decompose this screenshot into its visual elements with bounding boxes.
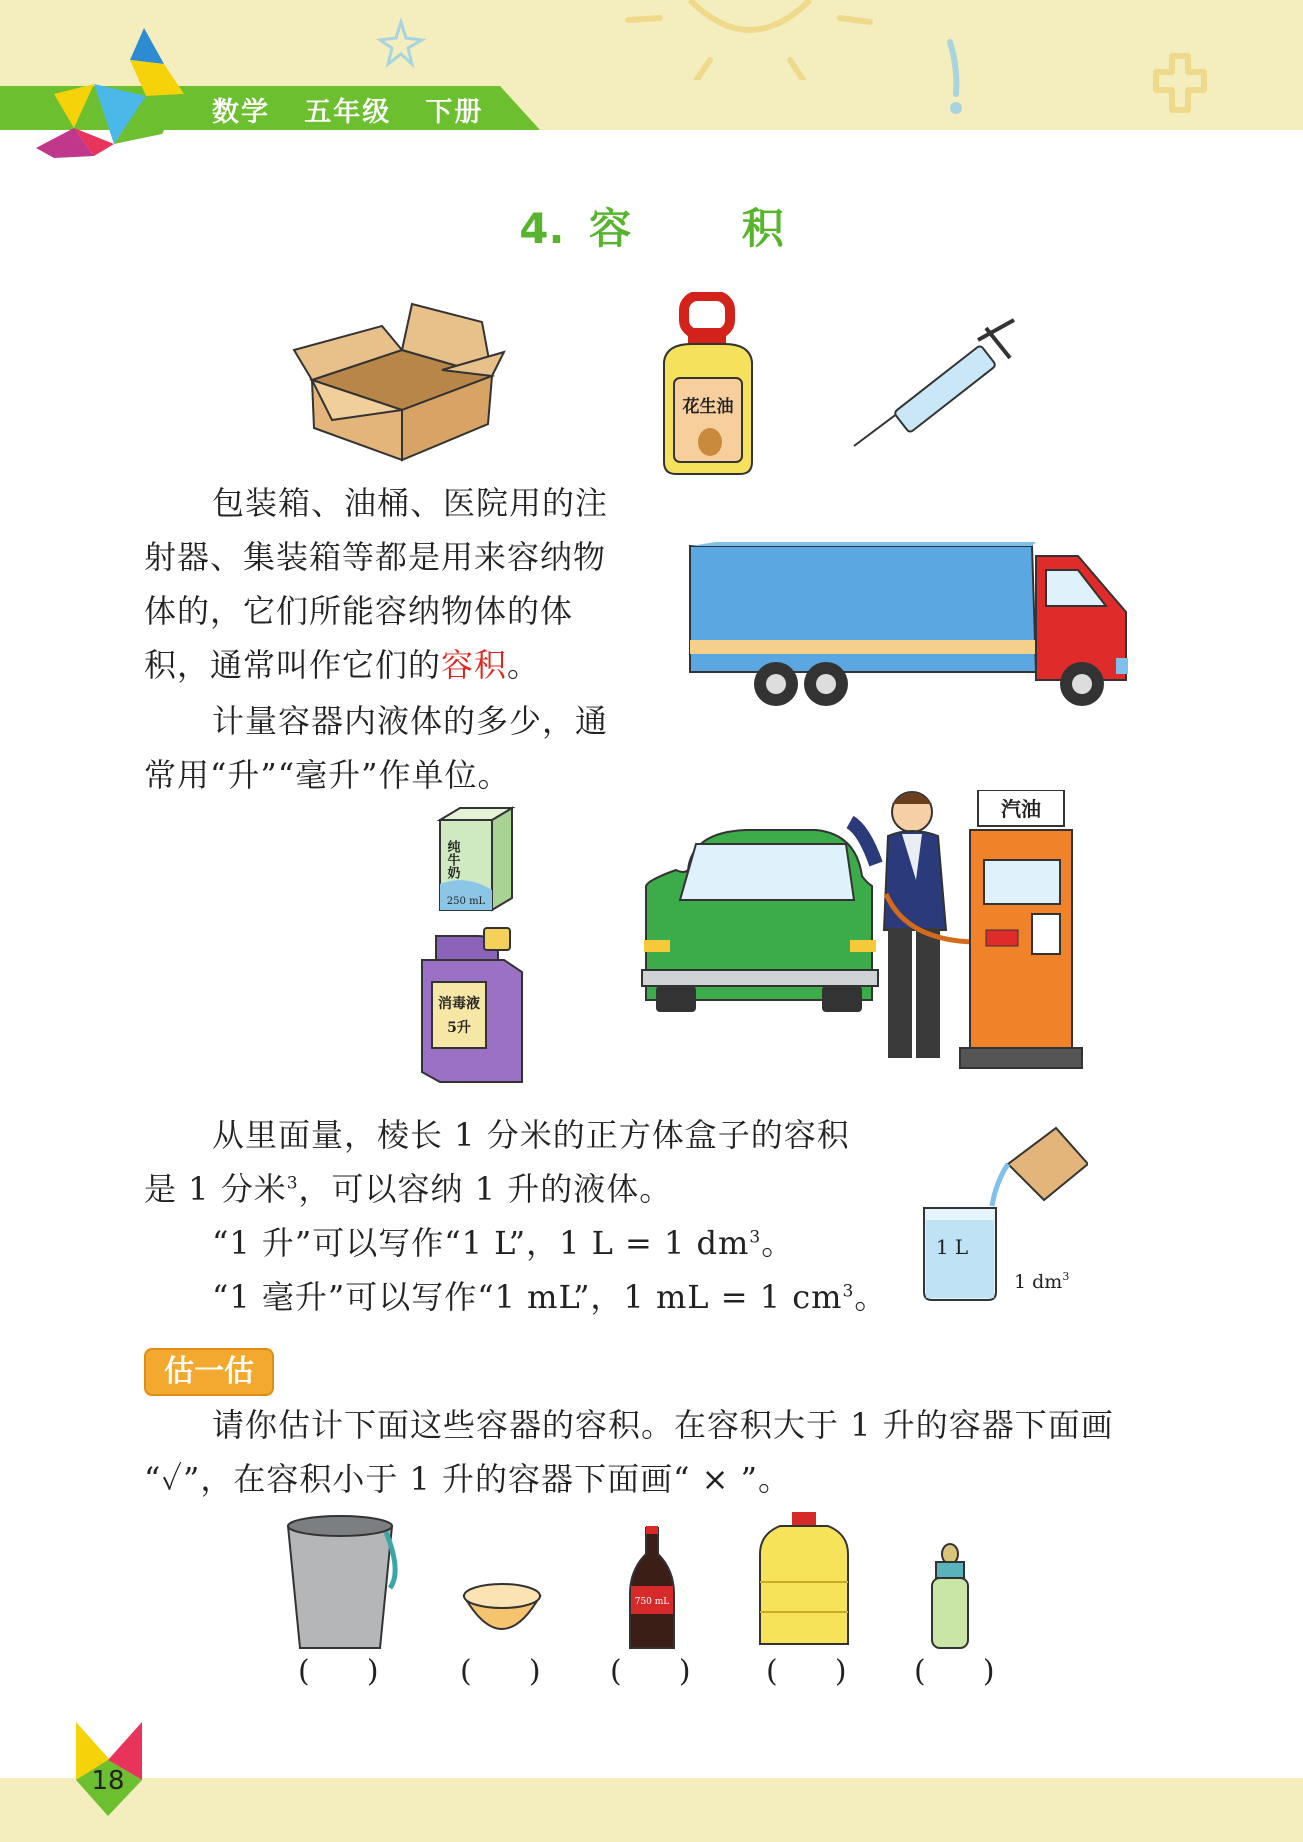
para3-line1: 从里面量，棱长 1 分米的正方体盒子的容积 bbox=[212, 1116, 850, 1154]
water-jug-illustration bbox=[756, 1510, 852, 1650]
exclamation-doodle-icon bbox=[940, 38, 970, 118]
page-title bbox=[0, 196, 1303, 256]
paragraph-capacity-definition bbox=[144, 476, 644, 692]
para3-line2: 是 1 分米$^3$，可以容纳 1 升的液体。 bbox=[144, 1170, 673, 1208]
box-label: 1 $dm^3$ bbox=[1014, 1270, 1070, 1293]
para1-line2: 射器、集装箱等都是用来容纳物 bbox=[144, 538, 607, 576]
para3-line3: “1 升”可以写作“1 L”，1 L = 1 $dm^3$。 bbox=[212, 1224, 795, 1262]
footer-band bbox=[0, 1778, 1303, 1842]
milk-carton-illustration bbox=[436, 804, 516, 914]
answer-blank-3[interactable]: ( ) bbox=[610, 1654, 691, 1689]
oil-label: 花生油 bbox=[682, 397, 734, 417]
paragraph-unit-conversion bbox=[144, 1108, 904, 1324]
answer-blank-5[interactable]: ( ) bbox=[914, 1654, 995, 1689]
header-volume: 下册 bbox=[425, 97, 484, 128]
tangram-logo-icon bbox=[34, 24, 204, 164]
title-char-2: 积 bbox=[741, 204, 784, 253]
paragraph-liquid-units bbox=[144, 694, 644, 802]
oil-jug-illustration bbox=[652, 292, 764, 478]
cardboard-box-illustration bbox=[292, 300, 506, 466]
book-header bbox=[212, 90, 483, 129]
star-doodle-icon bbox=[376, 18, 426, 68]
title-char-1: 容 bbox=[589, 204, 632, 253]
header-grade: 五年级 bbox=[304, 97, 392, 128]
estimate-instructions bbox=[144, 1398, 1184, 1506]
cola-label: 750 mL bbox=[634, 1597, 670, 1607]
estimate-line2: “✓”，在容积小于 1 升的容器下面画“ × ”。 bbox=[144, 1460, 791, 1498]
milk-label: 纯牛奶 bbox=[444, 840, 460, 879]
answer-blank-1[interactable]: ( ) bbox=[298, 1654, 379, 1689]
para2-line2: 常用“升”“毫升”作单位。 bbox=[144, 756, 511, 794]
answer-blank-4[interactable]: ( ) bbox=[766, 1654, 847, 1689]
beaker-label: 1 L bbox=[935, 1235, 969, 1259]
beaker-box-illustration bbox=[908, 1124, 1088, 1304]
sun-doodle-icon bbox=[620, 0, 880, 80]
para1-line1: 包装箱、油桶、医院用的注 bbox=[212, 484, 609, 522]
estimate-badge: 估一估 bbox=[144, 1348, 274, 1396]
para1-line3: 体的，它们所能容纳物体的体 bbox=[144, 592, 574, 630]
page-number: 18 bbox=[91, 1766, 125, 1796]
disinfectant-jug-illustration bbox=[418, 926, 528, 1086]
bowl-illustration bbox=[460, 1576, 544, 1644]
header-subject: 数学 bbox=[212, 97, 270, 128]
term-capacity: 容积 bbox=[441, 646, 508, 684]
baby-bottle-illustration bbox=[926, 1542, 974, 1652]
gas-sign: 汽油 bbox=[1001, 797, 1041, 821]
para2-line1: 计量容器内液体的多少，通 bbox=[212, 702, 609, 740]
para1-line4: 积，通常叫作它们的容积。 bbox=[144, 646, 541, 684]
syringe-illustration bbox=[850, 318, 1020, 450]
disinfectant-volume: 5升 bbox=[447, 1020, 471, 1036]
title-number: 4. bbox=[519, 204, 565, 253]
plus-doodle-icon bbox=[1148, 50, 1212, 120]
cola-bottle-illustration bbox=[626, 1524, 678, 1654]
para3-line4: “1 毫升”可以写作“1 mL”，1 mL = 1 $cm^3$。 bbox=[212, 1278, 888, 1316]
estimate-line1: 请你估计下面这些容器的容积。在容积大于 1 升的容器下面画 bbox=[212, 1406, 1114, 1444]
milk-volume: 250 mL bbox=[446, 896, 486, 907]
disinfectant-label: 消毒液 bbox=[438, 996, 480, 1012]
answer-blank-2[interactable]: ( ) bbox=[460, 1654, 541, 1689]
truck-illustration bbox=[686, 540, 1132, 710]
gas-station-illustration bbox=[636, 790, 1096, 1076]
bucket-illustration bbox=[282, 1512, 400, 1654]
